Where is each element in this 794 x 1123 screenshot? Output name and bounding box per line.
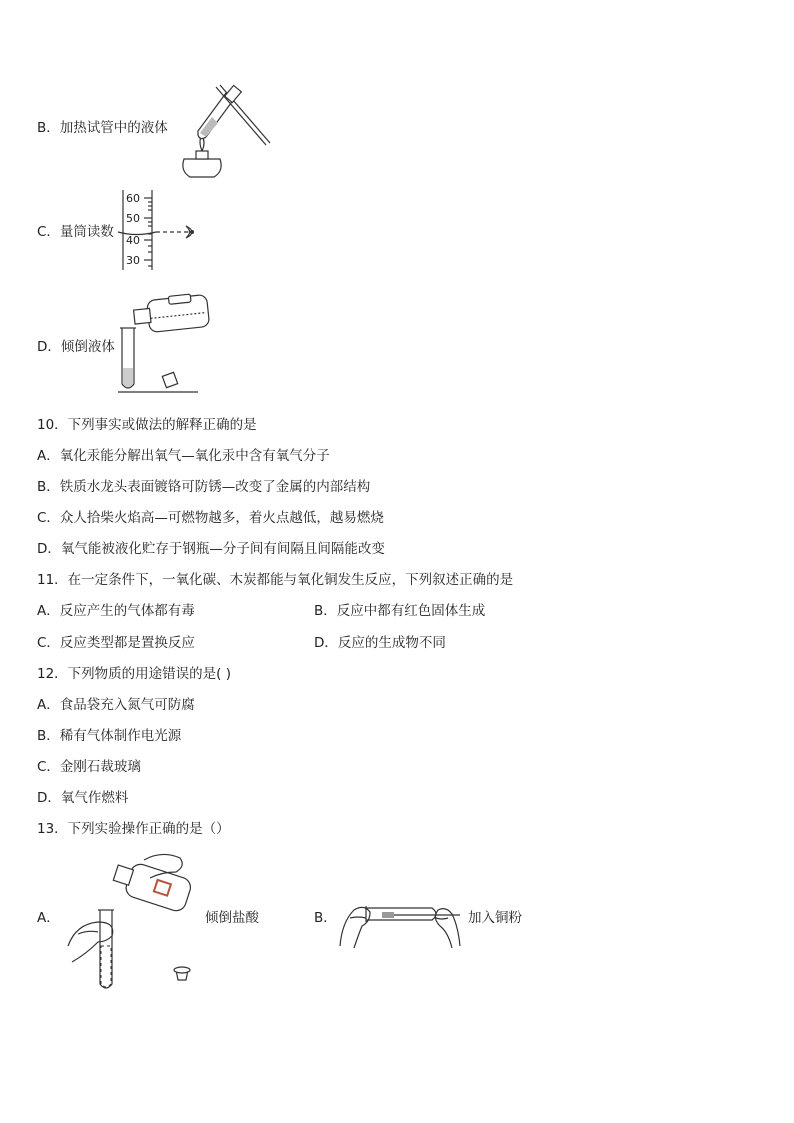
q9-option-d: D．倾倒液体 (37, 339, 115, 355)
cylinder-tick-50: 50 (126, 212, 140, 225)
measuring-cylinder-figure (118, 188, 204, 274)
q12-stem: 12．下列物质的用途错误的是( ) (37, 666, 232, 682)
adding-copper-powder-figure (336, 888, 462, 952)
q12-option-b: B．稀有气体制作电光源 (37, 728, 182, 744)
q11-option-c: C．反应类型都是置换反应 (37, 635, 195, 651)
q9-option-c: C．量筒读数 (37, 224, 114, 240)
heating-test-tube-figure (176, 83, 272, 183)
q12-option-a: A．食品袋充入氮气可防腐 (37, 697, 195, 713)
pouring-hydrochloric-acid-figure (62, 850, 192, 990)
pouring-liquid-figure (118, 292, 212, 398)
q12-option-c: C．金刚石裁玻璃 (37, 759, 141, 775)
q11-option-b: B．反应中都有红色固体生成 (314, 603, 486, 619)
q10-option-b: B．铁质水龙头表面镀铬可防锈—改变了金属的内部结构 (37, 479, 371, 495)
q13-stem: 13．下列实验操作正确的是（） (37, 821, 230, 837)
q10-option-a: A．氧化汞能分解出氧气—氧化汞中含有氧气分子 (37, 448, 330, 464)
q13-option-a-letter: A． (37, 910, 60, 926)
q13-option-b-caption: 加入铜粉 (468, 910, 522, 926)
cylinder-tick-40: 40 (126, 234, 140, 247)
cylinder-tick-60: 60 (126, 192, 140, 205)
cylinder-tick-30: 30 (126, 254, 140, 267)
q11-option-a: A．反应产生的气体都有毒 (37, 603, 195, 619)
q13-option-b-letter: B． (314, 910, 337, 926)
q10-stem: 10．下列事实或做法的解释正确的是 (37, 417, 257, 433)
q10-option-c: C．众人拾柴火焰高—可燃物越多，着火点越低，越易燃烧 (37, 510, 384, 526)
q12-option-d: D．氧气作燃料 (37, 790, 129, 806)
q10-option-d: D．氧气能被液化贮存于钢瓶—分子间有间隔且间隔能改变 (37, 541, 385, 557)
q11-stem: 11．在一定条件下，一氧化碳、木炭都能与氧化铜发生反应，下列叙述正确的是 (37, 572, 514, 588)
q13-option-a-caption: 倾倒盐酸 (205, 910, 259, 926)
q9-option-b: B．加热试管中的液体 (37, 120, 168, 136)
q11-option-d: D．反应的生成物不同 (314, 635, 446, 651)
